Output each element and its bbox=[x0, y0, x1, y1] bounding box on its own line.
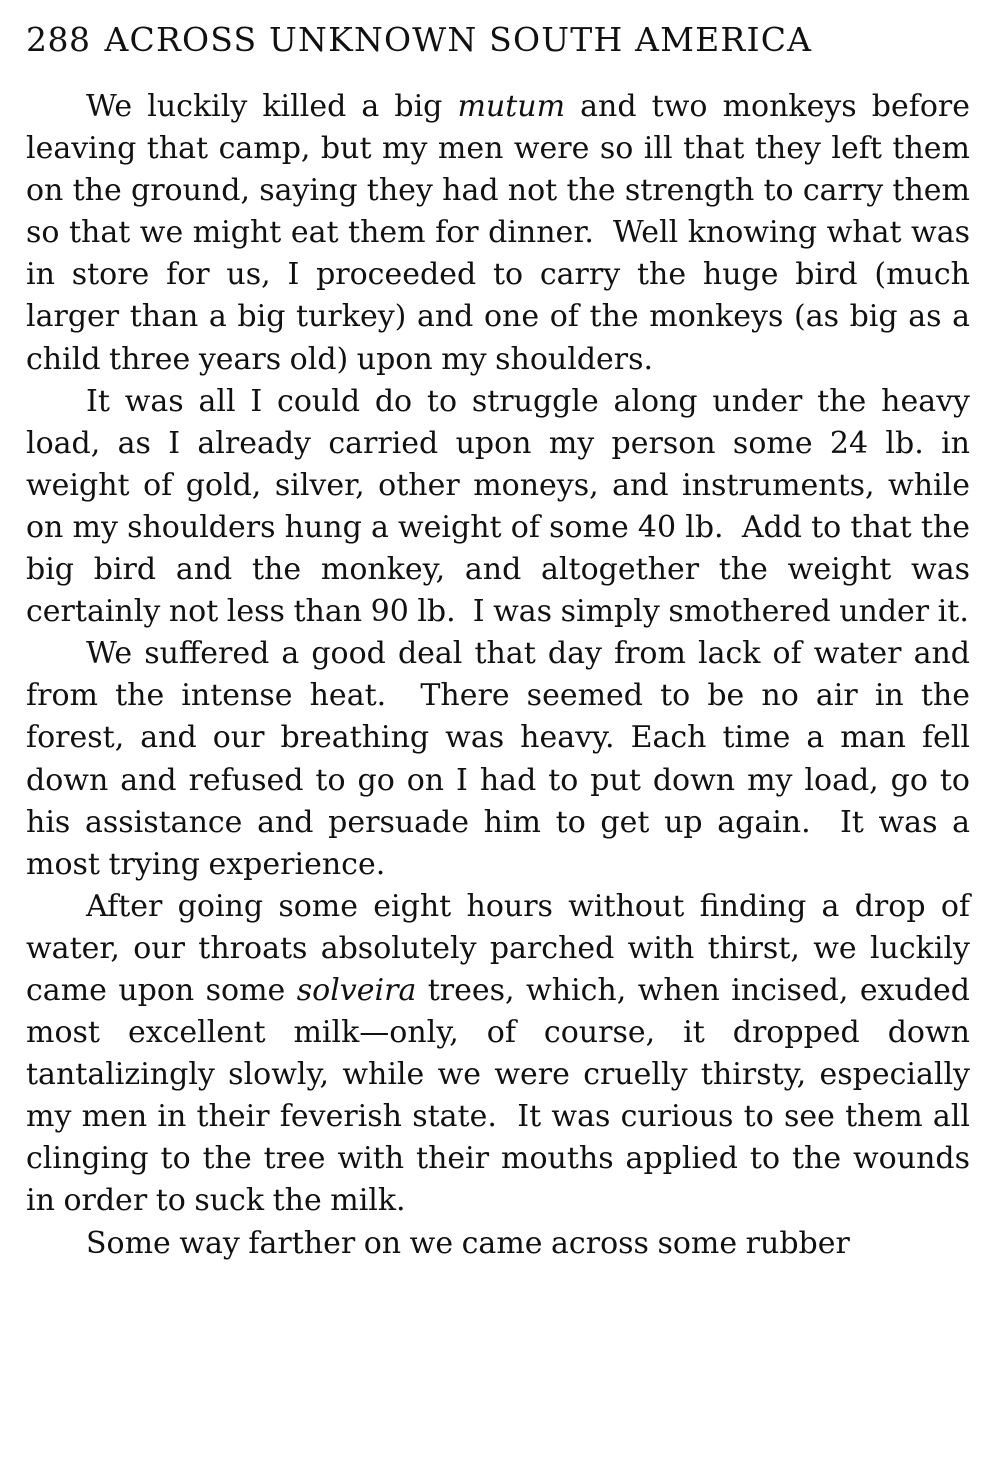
text-segment: After going some eight hours without finding a drop of water, our throats absolutely parched with thirst, we luckily came upon some bbox=[26, 888, 979, 1008]
text-segment: It was all I could do to struggle along under the heavy load, as I already carried upon my person some 24 lb. in weight of gold, silver, other moneys, and instruments, while on my shoulders hung a weight of some 40 lb. Add to that the big bird and the monkey, and altogether the weight was certainly not less than 90 lb. I was simply smothered under it. bbox=[26, 383, 979, 630]
paragraph bbox=[26, 381, 979, 634]
body-text bbox=[26, 86, 979, 1265]
paragraph bbox=[26, 1223, 970, 1265]
paragraph bbox=[26, 633, 979, 886]
running-title: ACROSS UNKNOWN SOUTH AMERICA bbox=[104, 20, 813, 59]
text-segment: trees, which, when incised, exuded most excellent milk—only, of course, it dropped down tantalizingly slowly, while we were cruelly thirsty, especially my men in their feverish state. It was curious to see them all clinging to the tree with their mouths applied to the wounds in order to suck the milk. bbox=[26, 972, 979, 1219]
text-segment: and two monkeys before leaving that camp, but my men were so ill that they left them on the ground, saying they had not the strength to carry them so that we might eat them for dinner. Well knowing what was in store for us, I proceeded to carry the huge bird (much larger than a big turkey) and one of the monkeys (as big as a child three years old) upon my shoulders. bbox=[26, 89, 979, 377]
page-number: 288 bbox=[26, 20, 91, 59]
text-segment: We luckily killed a big bbox=[86, 89, 458, 124]
italic-text-segment: solveira bbox=[296, 972, 417, 1008]
italic-text-segment: mutum bbox=[457, 89, 566, 124]
running-head bbox=[26, 20, 970, 86]
text-segment: We suffered a good deal that day from lack of water and from the intense heat. There seemed to be no air in the forest, and our breathing was heavy. Each time a man fell down and refused to go on I had to put down my load, go to his assistance and persuade him to get up again. It was a most trying experience. bbox=[26, 636, 979, 882]
text-segment: Some way farther on we came across some rubber bbox=[86, 1225, 850, 1261]
paragraph bbox=[26, 886, 979, 1223]
paragraph bbox=[26, 86, 979, 381]
book-page bbox=[26, 20, 979, 1265]
